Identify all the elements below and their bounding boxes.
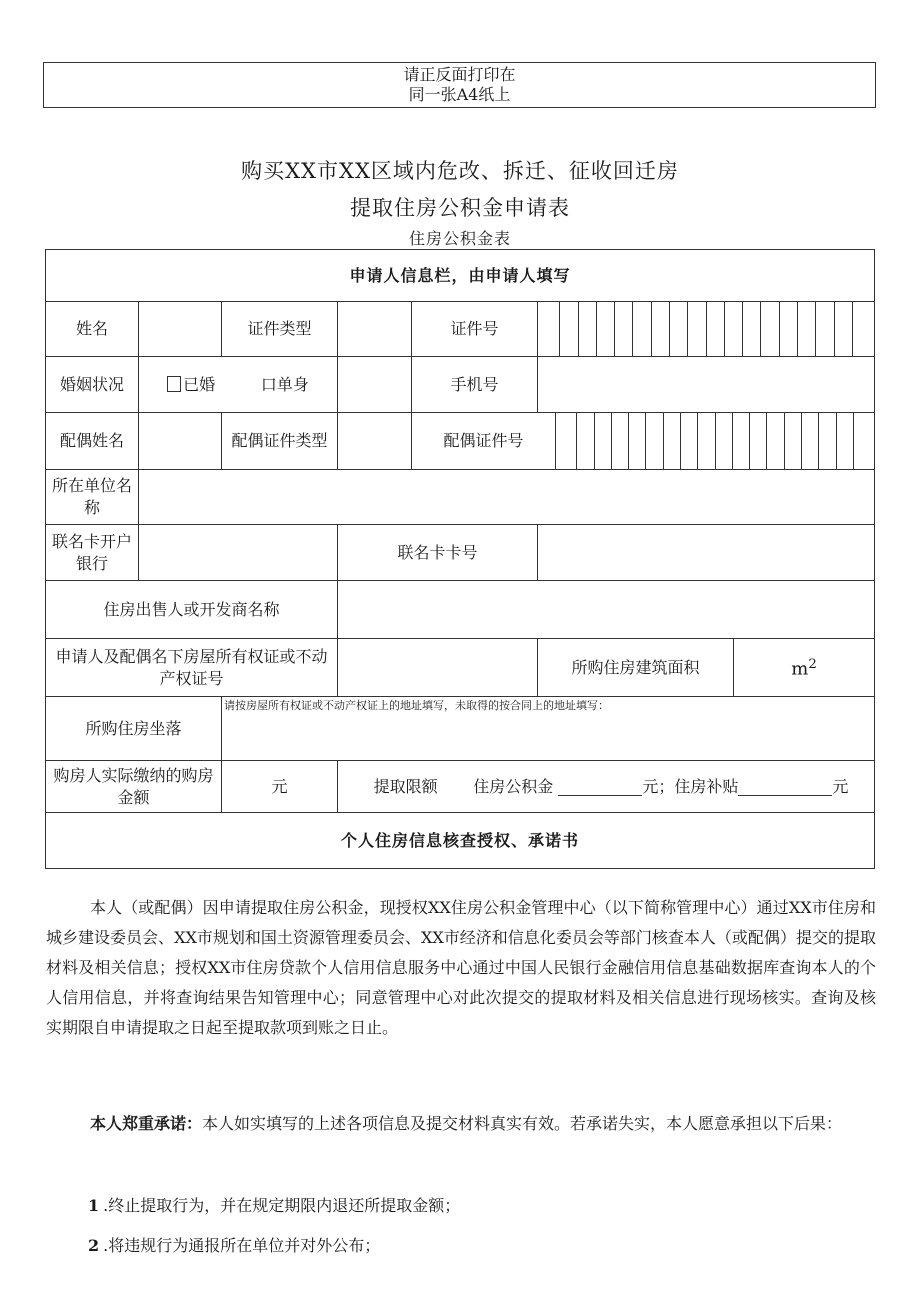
spouse-name-label: 配偶姓名 — [46, 413, 139, 470]
id-type-label: 证件类型 — [222, 302, 338, 357]
marital-options — [139, 357, 338, 413]
id-type-input[interactable] — [338, 302, 412, 357]
area-label: 所购住房建筑面积 — [538, 639, 734, 697]
marital-label: 婚姻状况 — [46, 357, 139, 413]
spouse-id-type-input[interactable] — [338, 413, 412, 470]
seller-label: 住房出售人或开发商名称 — [46, 581, 338, 639]
section-authorization-header: 个人住房信息核查授权、承诺书 — [46, 813, 875, 869]
seller-input[interactable] — [338, 581, 875, 639]
application-form-table — [45, 249, 875, 869]
bank-input[interactable] — [139, 525, 338, 581]
form-subtitle: 住房公积金表 — [408, 229, 511, 248]
print-notice-line2: 同一张A4纸上 — [408, 85, 511, 104]
promise-paragraph — [46, 1109, 876, 1139]
item2-number: 2 — [88, 1236, 100, 1255]
print-notice-line1: 请正反面打印在 — [403, 65, 516, 84]
fund-amount-input[interactable] — [558, 779, 642, 796]
paid-label: 购房人实际缴纳的购房金额 — [46, 761, 222, 813]
employer-input[interactable] — [139, 470, 875, 525]
fund-label: 住房公积金 — [473, 776, 554, 796]
spouse-id-number-label: 配偶证件号 — [412, 413, 556, 470]
paid-unit: 元 — [271, 776, 288, 796]
name-label: 姓名 — [46, 302, 139, 357]
list-item — [88, 1233, 380, 1256]
single-option-label[interactable]: 口单身 — [260, 374, 309, 394]
limit-label: 提取限额 — [373, 776, 438, 796]
card-number-label: 联名卡卡号 — [338, 525, 538, 581]
section-applicant-header: 申请人信息栏，由申请人填写 — [46, 250, 875, 302]
location-input[interactable] — [222, 697, 875, 761]
form-title-line2: 提取住房公积金申请表 — [350, 196, 570, 220]
bank-label: 联名卡开户银行 — [46, 525, 139, 581]
marital-blank — [338, 357, 412, 413]
certificate-label: 申请人及配偶名下房屋所有权证或不动产权证号 — [46, 639, 338, 697]
limit-cell — [338, 761, 875, 813]
paid-input[interactable] — [222, 761, 338, 813]
spouse-id-type-label: 配偶证件类型 — [222, 413, 338, 470]
location-note: 请按房屋所有权证或不动产权证上的地址填写，未取得的按合同上的地址填写： — [224, 699, 609, 712]
id-number-input[interactable] — [538, 302, 875, 357]
authorization-paragraph: 本人（或配偶）因申请提取住房公积金，现授权XX住房公积金管理中心（以下简称管理中心）通过XX市住房和城乡建设委员会、XX市规划和国土资源管理委员会、XX市经济和信息化委员会等部门核查本人（或配偶）提交的提取材料及相关信息；授权XX市住房贷款个人信用信息服务中心通过中国人民银行金融信用信息基础数据库查询本人的个人信用信息，并将查询结果告知管理中心；同意管理中心对此次提交的提取材料及相关信息进行现场核实。查询及核实期限自申请提取之日起至提取款项到账之日止。 — [46, 898, 876, 1037]
spouse-id-number-input[interactable] — [556, 413, 875, 470]
id-number-label: 证件号 — [412, 302, 538, 357]
married-option-label: 已婚 — [183, 374, 216, 394]
list-item — [88, 1193, 460, 1216]
card-number-input[interactable] — [538, 525, 875, 581]
item2-text: .将违规行为通报所在单位并对外公布； — [103, 1236, 381, 1255]
married-checkbox[interactable] — [167, 376, 181, 392]
phone-label: 手机号 — [412, 357, 538, 413]
subsidy-amount-input[interactable] — [738, 779, 832, 796]
employer-label: 所在单位名称 — [46, 470, 139, 525]
promise-heading: 本人郑重承诺： — [90, 1114, 203, 1133]
area-input[interactable] — [734, 639, 875, 697]
location-label: 所购住房坐落 — [46, 697, 222, 761]
print-notice-box — [43, 62, 876, 108]
subsidy-unit: 元 — [832, 776, 849, 796]
item1-text: .终止提取行为，并在规定期限内退还所提取金额； — [103, 1196, 461, 1215]
fund-unit: 元；住房补贴 — [642, 776, 739, 796]
promise-text: 本人如实填写的上述各项信息及提交材料真实有效。若承诺失实，本人愿意承担以下后果： — [202, 1114, 843, 1133]
area-unit: m — [791, 658, 809, 680]
phone-input[interactable] — [538, 357, 875, 413]
form-title-line1: 购买XX市XX区域内危改、拆迁、征收回迁房 — [241, 159, 679, 183]
area-unit-sup: 2 — [808, 657, 817, 673]
name-input[interactable] — [139, 302, 222, 357]
certificate-input[interactable] — [338, 639, 538, 697]
item1-number: 1 — [88, 1196, 100, 1215]
spouse-name-input[interactable] — [139, 413, 222, 470]
